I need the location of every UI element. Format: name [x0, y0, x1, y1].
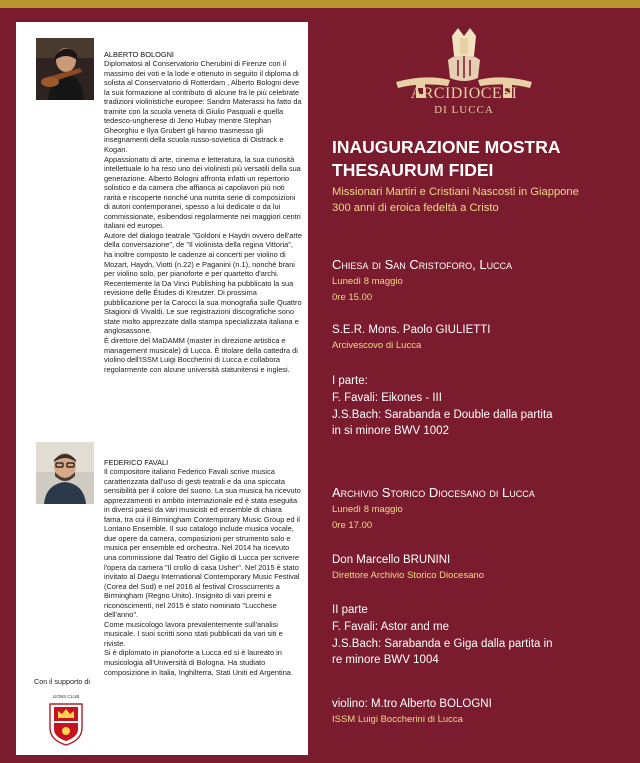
- event-2-line-3: re minore BWV 1004: [332, 654, 439, 667]
- event-2-date: Lunedì 8 maggio: [332, 504, 403, 515]
- performer: violino: M.tro Alberto BOLOGNI: [332, 698, 492, 710]
- event-1-line-2: J.S.Bach: Sarabanda e Double dalla partita: [332, 408, 553, 421]
- event-2-part: II parte: [332, 604, 368, 616]
- event-2-venue-block: [332, 484, 632, 533]
- event-1-line-3: in si minore BWV 1002: [332, 425, 449, 438]
- event-2-venue: Archivio Storico Diocesano di Lucca: [332, 485, 535, 500]
- bio-text: Il compositore italiano Federico Favali scrive musica caratterizzata dall'uso di gesti teatrali e da una spiccata sensibilità per il colore del suono. La sua musica ha ricevuto apprezzamenti in ambito internazionale ed è stata eseguita in diversi paesi da vari musicisti ed ensemble di chiara fama, tra cui il Birmingham Contemporary Music Group ed il Lontano Ensemble. Il suo catalogo include musica vocale, due opere da camera, composizioni per strumento solo e musica per ensemble ed orchestra. Nel 2014 ha ricevuto una commissione dal Teatro del Giglio di Lucca per scrivere l'opera da camera "Il crollo di casa Usher". Nel 2015 è stato invitato al Daegu International Contemporary Music Festival (Corea del Sud) e nel 2016 al festival Crosscurrents a Birmingham (Regno Unito). Insignito di vari premi e riconoscimenti, nel 2015 è stato nominato "Lucchese dell'anno". Come musicologo lavora prevalentemente sull'analisi musicale. I suoi scritti sono stati pubblicati da vari siti e riviste. Si è diplomato in pianoforte a Lucca ed si è laureato in musicologia all'Università di Bologna. Ha studiato composizione in Italia, Inghilterra, Stati Uniti ed Argentina.: [104, 467, 301, 677]
- event-subtitle: [332, 185, 632, 216]
- title-line-1: INAUGURAZIONE MOSTRA: [332, 137, 561, 157]
- event-1-time: 0re 15.00: [332, 291, 373, 303]
- event-2-line-2: J.S.Bach: Sarabanda e Giga dalla partita in: [332, 637, 553, 650]
- event-2-time: 0re 17.00: [332, 519, 373, 531]
- arcidiocesi-logo: [386, 26, 542, 132]
- subtitle-line-1: Missionari Martiri e Cristiani Nascosti in Giappone: [332, 186, 579, 198]
- performer-org: ISSM Luigi Boccherini di Lucca: [332, 714, 463, 725]
- logo-name: ARCIDIOCESI: [410, 85, 518, 102]
- event-1-line-1: F. Favali: Eikones - III: [332, 391, 442, 404]
- event-2-program: [332, 602, 632, 669]
- biographies-panel: [16, 22, 308, 755]
- event-2-speaker: Don Marcello BRUNINI: [332, 554, 451, 566]
- portrait-federico-favali: [36, 442, 94, 504]
- event-2-line-1: F. Favali: Astor and me: [332, 620, 449, 633]
- event-1-date: Lunedì 8 maggio: [332, 276, 403, 287]
- logo-subname: DI LUCCA: [434, 104, 494, 116]
- logo-emblem-icon: [386, 26, 542, 132]
- bio-text: Diplomatosi al Conservatorio Cherubini di Firenze con il massimo dei voti e la lode e ottenuto in seguito il diploma di solista al Conservatorio di Rotterdam , Alberto Bologni deve la sua formazione al contributo di alcune fra le più celebrate tradizioni violinistiche europee: Sandro Materassi ha fatto da tramite con la scuola veneta di Giulio Pasquali e quella tedesco-ungherese di Jeno Hubay mentre Stephan Gheorghiu e Ilya Grubert gli hanno trasmesso gli insegnamenti della scuola russo-sovietica di Oistrack e Kogan. Appassionato di arte, cinema e letteratura, la sua curiosità intellettuale lo ha reso uno dei violinisti più versatili della sua generazione. Alberto Bologni affronta infatti un repertorio solistico e da camera che affianca ai capolavori più noti rarità e riscoperte nonché una nutrita serie di composizioni di autori contemporanei, spesso a lui dedicate o da lui commissionate, esibendosi regolarmente nei maggiori centri italiani ed europei. Autore del dialogo teatrale "Goldoni e Haydn ovvero dell'arte della conversazione", de "Il violinista della regina Vittoria", ha inoltre composto le cadenze ai concerti per violino di Mozart, Haydn, Viotti (n.22) e Paganini (n.1), nonché brani per violino solo, per pianoforte e per quartetto d'archi. Recentemente la Da Vinci Publishing ha pubblicato la sua revisione delle Études di Kreutzer. Di prossima pubblicazione per la Carocci la sua monografia sulle Quattro Stagioni di Vivaldi. Le sue registrazioni discografiche sono state molto apprezzate dalla stampa specializzata italiana e anglosassone. È direttore del MaDAMM (master in direzione artistica e management musicale) di Lucca. È titolare della cattedra di violino dell'ISSM Luigi Boccherini di Lucca e collabora regolarmente con alcune università statunitensi e inglesi.: [104, 59, 302, 374]
- event-panel: [308, 22, 640, 763]
- bio-federico-favali: [104, 448, 302, 677]
- portrait-alberto-bologni: [36, 38, 94, 100]
- lions-club-logo: [46, 692, 86, 746]
- bio-name: FEDERICO FAVALI: [104, 457, 169, 467]
- lions-club-logo-text: LIONS CLUB: [52, 694, 80, 699]
- bio-name: ALBERTO BOLOGNI: [104, 49, 174, 59]
- subtitle-line-2: 300 anni di eroica fedeltà a Cristo: [332, 201, 499, 214]
- bio-alberto-bologni: [104, 40, 302, 374]
- event-2-speaker-block: [332, 552, 632, 583]
- event-1-part: I parte:: [332, 375, 368, 387]
- event-1-speaker-role: Arcivescovo di Lucca: [332, 340, 422, 351]
- support-label: Con il supporto di: [34, 677, 90, 686]
- event-1-venue: Chiesa di San Cristoforo, Lucca: [332, 257, 513, 272]
- event-title: [332, 136, 632, 182]
- title-line-2: THESAURUM FIDEI: [332, 160, 494, 180]
- event-1-speaker: S.E.R. Mons. Paolo GIULIETTI: [332, 324, 491, 336]
- event-1-venue-block: [332, 256, 632, 305]
- event-1-program: [332, 373, 632, 440]
- event-1-speaker-block: [332, 322, 632, 353]
- top-gold-bar: [0, 0, 640, 8]
- performer-block: [332, 696, 632, 727]
- event-2-speaker-role: Direttore Archivio Storico Diocesano: [332, 570, 485, 581]
